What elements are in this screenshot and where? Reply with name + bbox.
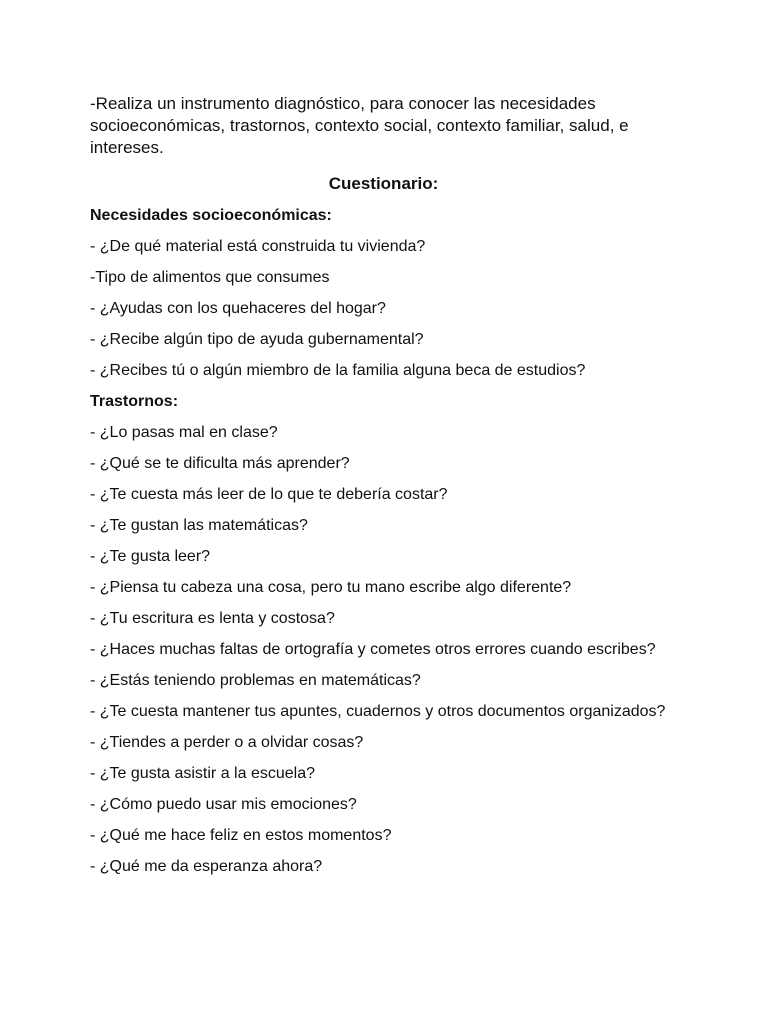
document-title: Cuestionario:	[328, 174, 439, 193]
question-item: - ¿Piensa tu cabeza una cosa, pero tu mano escribe algo diferente?	[90, 579, 572, 596]
question-item: - ¿Te gusta leer?	[90, 548, 211, 565]
intro-paragraph: -Realiza un instrumento diagnóstico, para conocer las necesidades socioeconómicas, trastornos, contexto social, contexto familiar, salud, e intereses.	[90, 94, 629, 157]
question-item: - ¿Qué me da esperanza ahora?	[90, 858, 323, 875]
section-heading: Necesidades socioeconómicas:	[90, 207, 332, 224]
question-item: - ¿Ayudas con los quehaceres del hogar?	[90, 300, 386, 317]
question-item: - ¿Recibes tú o algún miembro de la familia alguna beca de estudios?	[90, 362, 586, 379]
document-page	[90, 93, 677, 877]
section-socioeconomic	[90, 206, 677, 381]
question-item: - ¿Recibe algún tipo de ayuda gubernamental?	[90, 331, 424, 348]
section-heading: Trastornos:	[90, 393, 179, 410]
question-item: - ¿Estás teniendo problemas en matemáticas?	[90, 672, 421, 689]
question-item: - ¿Cómo puedo usar mis emociones?	[90, 796, 357, 813]
question-item: - ¿Te cuesta más leer de lo que te debería costar?	[90, 486, 448, 503]
question-item: - ¿Tiendes a perder o a olvidar cosas?	[90, 734, 364, 751]
question-item: - ¿De qué material está construida tu vivienda?	[90, 238, 426, 255]
question-item: -Tipo de alimentos que consumes	[90, 269, 330, 286]
question-item: - ¿Lo pasas mal en clase?	[90, 424, 278, 441]
question-item: - ¿Qué me hace feliz en estos momentos?	[90, 827, 392, 844]
section-disorders	[90, 392, 677, 877]
question-item: - ¿Te gusta asistir a la escuela?	[90, 765, 315, 782]
question-item: - ¿Te gustan las matemáticas?	[90, 517, 308, 534]
question-item: - ¿Qué se te dificulta más aprender?	[90, 455, 350, 472]
question-item: - ¿Tu escritura es lenta y costosa?	[90, 610, 335, 627]
question-item: - ¿Te cuesta mantener tus apuntes, cuadernos y otros documentos organizados?	[90, 703, 666, 720]
question-item: - ¿Haces muchas faltas de ortografía y cometes otros errores cuando escribes?	[90, 641, 656, 658]
